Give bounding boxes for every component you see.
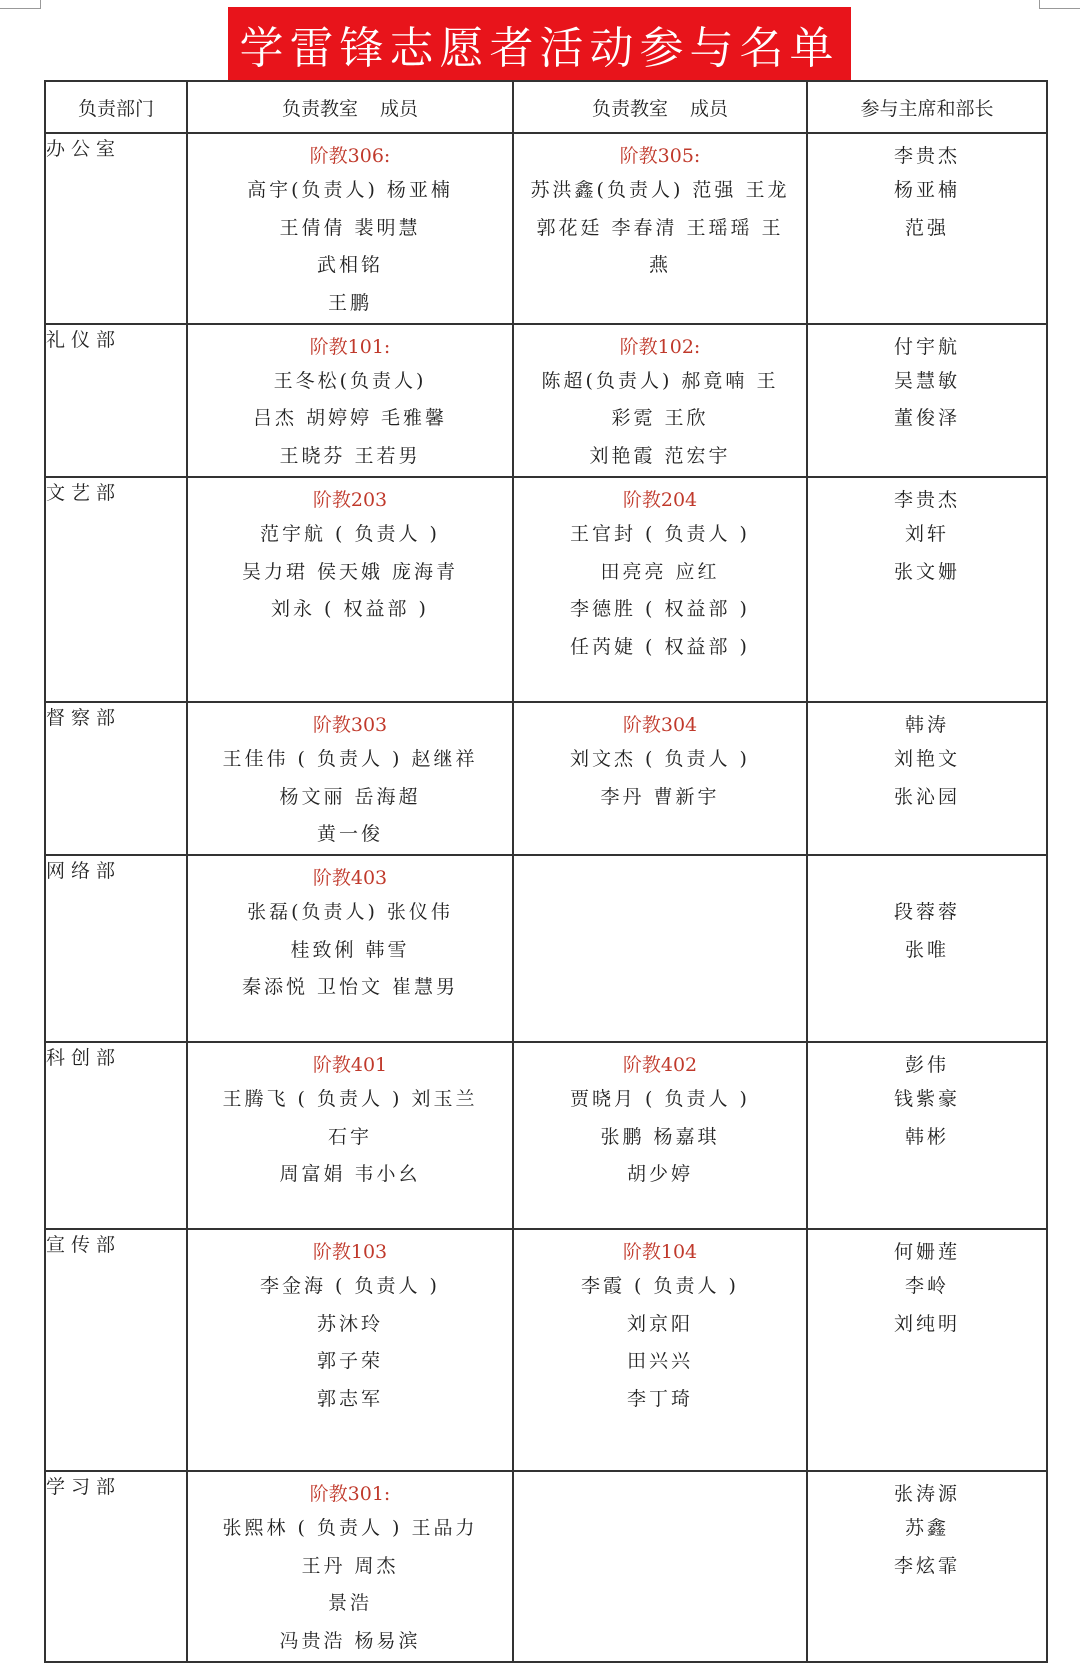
- leader-name: 李贵杰: [893, 488, 960, 511]
- table-row: [45, 1229, 1047, 1471]
- member-line: 李德胜 ( 权益部 ): [570, 598, 750, 621]
- room-cell-b: [513, 1229, 807, 1471]
- leader-name: 韩涛: [904, 713, 949, 736]
- member-line: 桂致俐 韩雪: [290, 938, 410, 961]
- leader-name: 刘轩: [904, 522, 949, 545]
- member-line: 李丁琦: [626, 1387, 693, 1410]
- member-line: 任芮婕 ( 权益部 ): [570, 635, 750, 658]
- leaders-cell: [807, 1042, 1047, 1229]
- leader-name: [808, 862, 1046, 894]
- leaders-cell: [807, 702, 1047, 855]
- room-cell-a: [187, 702, 513, 855]
- dept-name: 学习部: [45, 1471, 187, 1662]
- room-cell-b: [513, 133, 807, 324]
- member-line: 景浩: [327, 1592, 372, 1615]
- page-corner-mark: [0, 0, 41, 9]
- leaders-cell: [807, 477, 1047, 702]
- page-title: 学雷锋志愿者活动参与名单: [239, 22, 840, 74]
- leader-name: 段蓉蓉: [893, 900, 960, 923]
- table-row: [45, 133, 1047, 324]
- leader-name: 李岭: [904, 1274, 949, 1297]
- room-label: 阶教102:: [619, 335, 701, 358]
- leaders-cell: [807, 1229, 1047, 1471]
- member-line: 刘艳霞 范宏宇: [589, 445, 731, 468]
- leader-name: 刘艳文: [893, 747, 960, 770]
- member-line: 张鹏 杨嘉琪: [600, 1125, 720, 1148]
- member-line: 秦添悦 卫怡文 崔慧男: [241, 976, 459, 999]
- leader-name: 张文姗: [893, 560, 960, 583]
- leader-name: 张沁园: [893, 785, 960, 808]
- room-cell-a: [187, 1229, 513, 1471]
- table-row: [45, 477, 1047, 702]
- leader-name: 张唯: [904, 938, 949, 961]
- leader-name: 范强: [904, 216, 949, 239]
- room-label: 阶教304: [622, 713, 698, 736]
- room-cell-a: [187, 133, 513, 324]
- member-line: 王佳伟 ( 负责人 ) 赵继祥: [222, 747, 478, 770]
- room-cell-a: [187, 1042, 513, 1229]
- member-line: 高宇(负责人) 杨亚楠: [247, 179, 453, 201]
- dept-name: 科创部: [45, 1042, 187, 1229]
- member-line: 李丹 曹新宇: [600, 785, 720, 808]
- dept-name: 礼仪部: [45, 324, 187, 477]
- table-row: [45, 1042, 1047, 1229]
- room-cell-a: [187, 855, 513, 1042]
- member-line: 陈超(负责人) 郝竟喃 王: [541, 369, 779, 392]
- room-label: 阶教402: [622, 1053, 698, 1076]
- table-row: [45, 702, 1047, 855]
- member-line: 李霞 ( 负责人 ): [581, 1274, 739, 1297]
- member-line: 周富娟 韦小幺: [279, 1163, 421, 1186]
- member-line: 冯贵浩 杨易滨: [279, 1629, 421, 1652]
- title-banner: [228, 7, 851, 80]
- room-label: 阶教104: [622, 1240, 698, 1263]
- room-label: 阶教103: [312, 1240, 388, 1263]
- room-label: 阶教403: [312, 866, 388, 889]
- leaders-cell: [807, 133, 1047, 324]
- leader-name: 董俊泽: [893, 407, 960, 430]
- table-row: [45, 324, 1047, 477]
- leader-name: 张涛源: [893, 1482, 960, 1505]
- member-line: 王冬松(负责人): [273, 369, 427, 392]
- dept-name: 网络部: [45, 855, 187, 1042]
- member-line: 田兴兴: [626, 1350, 693, 1373]
- member-line: 刘永 ( 权益部 ): [271, 598, 429, 621]
- member-line: 武相铭: [316, 254, 383, 277]
- leader-name: 刘纯明: [893, 1312, 960, 1335]
- member-line: 王官封 ( 负责人 ): [570, 522, 750, 545]
- dept-name: 宣传部: [45, 1229, 187, 1471]
- leader-name: 李炫霏: [893, 1554, 960, 1577]
- member-line: 贾晓月 ( 负责人 ): [570, 1087, 750, 1110]
- member-line: 李金海 ( 负责人 ): [260, 1274, 440, 1297]
- member-line: 苏洪鑫(负责人) 范强 王龙: [530, 179, 790, 201]
- member-line: 郭花廷 李春清 王瑶瑶 王: [536, 216, 784, 239]
- room-cell-b: [513, 855, 807, 1042]
- page-corner-mark: [1039, 0, 1080, 9]
- table-row: [45, 855, 1047, 1042]
- leader-name: 彭伟: [904, 1053, 949, 1076]
- member-line: 王鹏: [327, 292, 372, 315]
- leaders-cell: [807, 1471, 1047, 1662]
- header-leaders: 参与主席和部长: [807, 81, 1047, 133]
- member-line: 王倩倩 裴明慧: [279, 216, 421, 239]
- header-room-a: 负责教室 成员: [187, 81, 513, 133]
- member-line: 燕: [648, 254, 671, 277]
- table-row: [45, 1471, 1047, 1662]
- room-label: 阶教203: [312, 488, 388, 511]
- table-header-row: [45, 81, 1047, 133]
- member-line: 郭子荣: [316, 1350, 383, 1373]
- room-label: 阶教101:: [309, 335, 391, 358]
- leader-name: 韩彬: [904, 1125, 949, 1148]
- member-line: 彩霓 王欣: [611, 407, 709, 430]
- dept-name: 办公室: [45, 133, 187, 324]
- member-line: 王晓芬 王若男: [279, 445, 421, 468]
- member-line: 石宇: [327, 1125, 372, 1148]
- member-line: 刘文杰 ( 负责人 ): [570, 747, 750, 770]
- member-line: 胡少婷: [626, 1163, 693, 1186]
- member-line: 刘京阳: [626, 1312, 693, 1335]
- leaders-cell: [807, 324, 1047, 477]
- room-label: 阶教401: [312, 1053, 388, 1076]
- member-line: 范宇航 ( 负责人 ): [260, 522, 440, 545]
- room-cell-b: [513, 702, 807, 855]
- member-line: 黄一俊: [316, 823, 383, 846]
- member-line: 苏沐玲: [316, 1312, 383, 1335]
- member-line: 郭志军: [316, 1387, 383, 1410]
- member-line: 吴力珺 侯天娥 庞海青: [241, 560, 459, 583]
- room-cell-b: [513, 477, 807, 702]
- room-cell-a: [187, 477, 513, 702]
- leader-name: 吴慧敏: [893, 369, 960, 392]
- member-line: 杨文丽 岳海超: [279, 785, 421, 808]
- member-line: 王丹 周杰: [301, 1554, 399, 1577]
- leader-name: 何姗莲: [893, 1240, 960, 1263]
- volunteer-table: [44, 80, 1048, 1663]
- header-dept: 负责部门: [45, 81, 187, 133]
- leader-name: 李贵杰: [893, 145, 960, 167]
- room-cell-b: [513, 324, 807, 477]
- leaders-cell: [807, 855, 1047, 1042]
- member-line: 张磊(负责人) 张仪伟: [247, 900, 453, 923]
- room-label: 阶教301:: [309, 1482, 391, 1505]
- room-label: 阶教303: [312, 713, 388, 736]
- dept-name: 督察部: [45, 702, 187, 855]
- leader-name: 钱紫豪: [893, 1087, 960, 1110]
- room-cell-b: [513, 1042, 807, 1229]
- room-label: 阶教204: [622, 488, 698, 511]
- room-cell-b: [513, 1471, 807, 1662]
- leader-name: 付宇航: [893, 335, 960, 358]
- leader-name: 杨亚楠: [893, 179, 960, 201]
- member-line: 田亮亮 应红: [600, 560, 720, 583]
- header-room-b: 负责教室 成员: [513, 81, 807, 133]
- member-line: 张熙林 ( 负责人 ) 王品力: [222, 1516, 478, 1539]
- room-cell-a: [187, 1471, 513, 1662]
- member-line: 吕杰 胡婷婷 毛雅馨: [252, 407, 448, 430]
- member-line: 王腾飞 ( 负责人 ) 刘玉兰: [222, 1087, 478, 1110]
- room-label: 阶教306:: [309, 145, 391, 167]
- room-label: 阶教305:: [619, 145, 701, 167]
- room-cell-a: [187, 324, 513, 477]
- leader-name: 苏鑫: [904, 1516, 949, 1539]
- dept-name: 文艺部: [45, 477, 187, 702]
